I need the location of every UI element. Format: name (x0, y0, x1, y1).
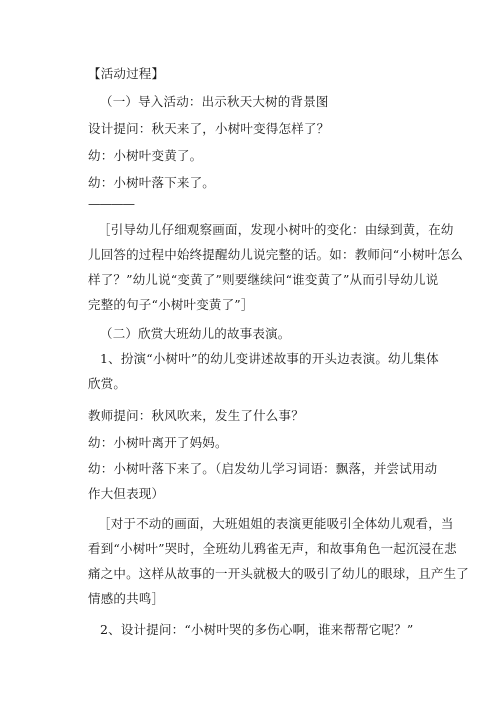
note1-line: 样了？”幼儿说“变黄了”则要继续问“谁变黄了”从而引导幼儿说 (88, 272, 439, 287)
note2-line: 看到“小树叶”哭时，全班幼儿鸦雀无声，和故事角色一起沉浸在悲 (88, 541, 457, 556)
note2-line: ［对于不动的画面，大班姐姐的表演更能吸引全体幼儿观看，当 (98, 516, 454, 531)
note-paragraph-1-cont (88, 242, 463, 317)
answer-3: 幼：小树叶离开了妈妈。 (88, 435, 228, 450)
part1-title: （一）导入活动：出示秋天大树的背景图 (100, 94, 329, 109)
item-2: 2、设计提问：“小树叶哭的多伤心啊，谁来帮帮它呢？” (100, 622, 414, 637)
note2-line: 痛之中。这样从故事的一开头就极大的吸引了幼儿的眼球，且产生了 (88, 566, 470, 581)
item1-line: 欣赏。 (88, 376, 127, 391)
item1-line: 1、扮演“小树叶”的幼儿变讲述故事的开头边表演。幼儿集体 (100, 351, 439, 366)
question-1: 设计提问：秋天来了，小树叶变得怎样了？ (88, 121, 330, 136)
note-paragraph-1 (98, 217, 454, 242)
answer4-line: 幼：小树叶落下来了。（启发幼儿学习词语：飘落，并尝试用动 (88, 461, 438, 476)
answer-1: 幼：小树叶变黄了。 (88, 148, 203, 163)
answer4-line: 作大但表现） (88, 486, 165, 501)
answer-2: 幼：小树叶落下来了。 (88, 175, 216, 190)
answer-4 (88, 456, 437, 506)
note1-line: 完整的句子“小树叶变黄了”］ (88, 297, 254, 312)
question-2: 教师提问：秋风吹来，发生了什么事？ (88, 408, 304, 423)
note2-line: 情感的共鸣］ (88, 591, 165, 606)
item-1-cont (88, 371, 126, 396)
part2-title: （二）欣赏大班幼儿的故事表演。 (100, 326, 291, 341)
section-heading: 【活动过程】 (88, 66, 165, 81)
note-paragraph-2 (98, 511, 454, 536)
note1-line: 儿回答的过程中始终提醒幼儿说完整的话。如：教师问“小树叶怎么 (88, 247, 463, 262)
note-paragraph-2-cont (88, 536, 469, 611)
dash-separator: ———— (88, 196, 134, 211)
item-1 (100, 346, 439, 371)
note1-line: ［引导幼儿仔细观察画面，发现小树叶的变化：由绿到黄，在幼 (98, 222, 454, 237)
